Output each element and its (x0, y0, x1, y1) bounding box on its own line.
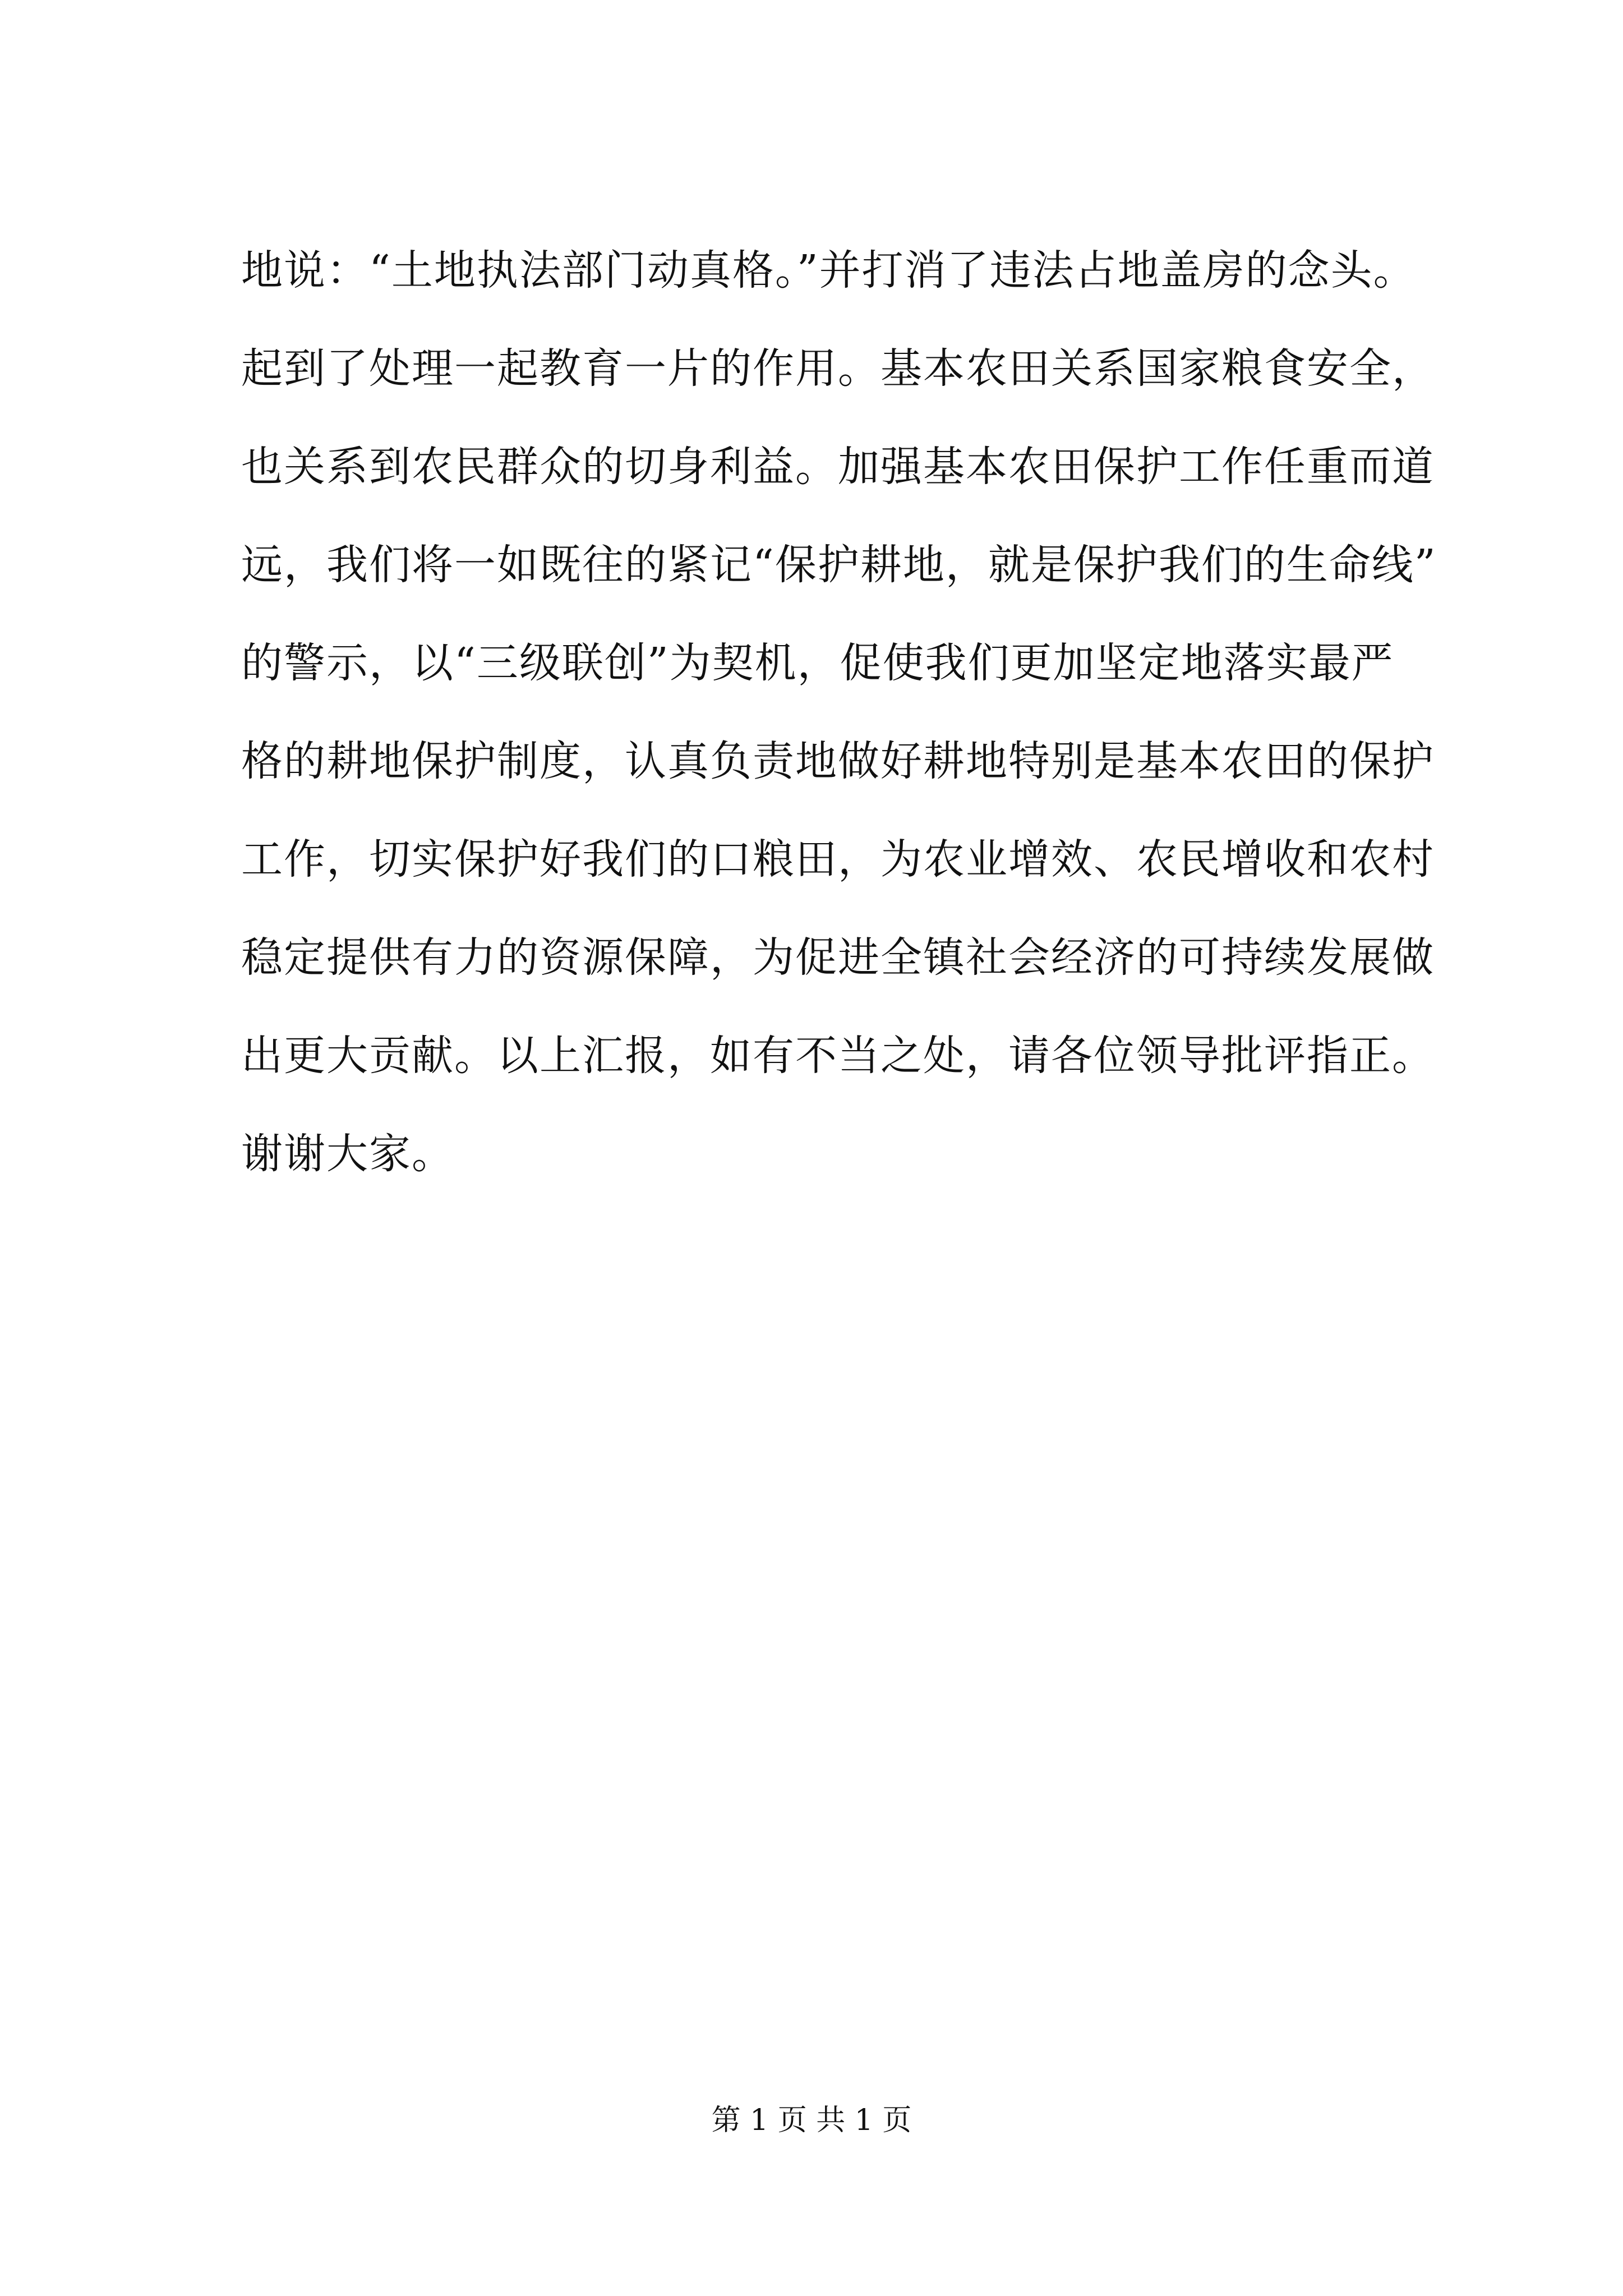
text-line: 谢谢大家。 (241, 1130, 454, 1178)
text-line: 地说：“土地执法部门动真格。”并打消了违法占地盖房的念头。 (241, 246, 1416, 295)
text-line: 起到了处理一起教育一片的作用。基本农田关系国家粮食安全， (241, 344, 1435, 393)
body-text (241, 222, 1437, 1203)
text-line: 格的耕地保护制度，认真负责地做好耕地特别是基本农田的保护 (241, 737, 1435, 785)
text-line: 远，我们将一如既往的紧记“保护耕地，就是保护我们的生命线” (241, 541, 1437, 589)
text-line: 出更大贡献。以上汇报，如有不当之处，请各位领导批评指正。 (241, 1032, 1435, 1080)
text-line: 的警示，以“三级联创”为契机，促使我们更加坚定地落实最严 (241, 639, 1394, 687)
text-line: 工作，切实保护好我们的口粮田，为农业增效、农民增收和农村 (241, 835, 1435, 884)
text-line: 稳定提供有力的资源保障，为促进全镇社会经济的可持续发展做 (241, 933, 1435, 982)
text-line: 也关系到农民群众的切身利益。加强基本农田保护工作任重而道 (241, 443, 1435, 491)
page-number-footer: 第 1 页 共 1 页 (711, 2104, 912, 2137)
